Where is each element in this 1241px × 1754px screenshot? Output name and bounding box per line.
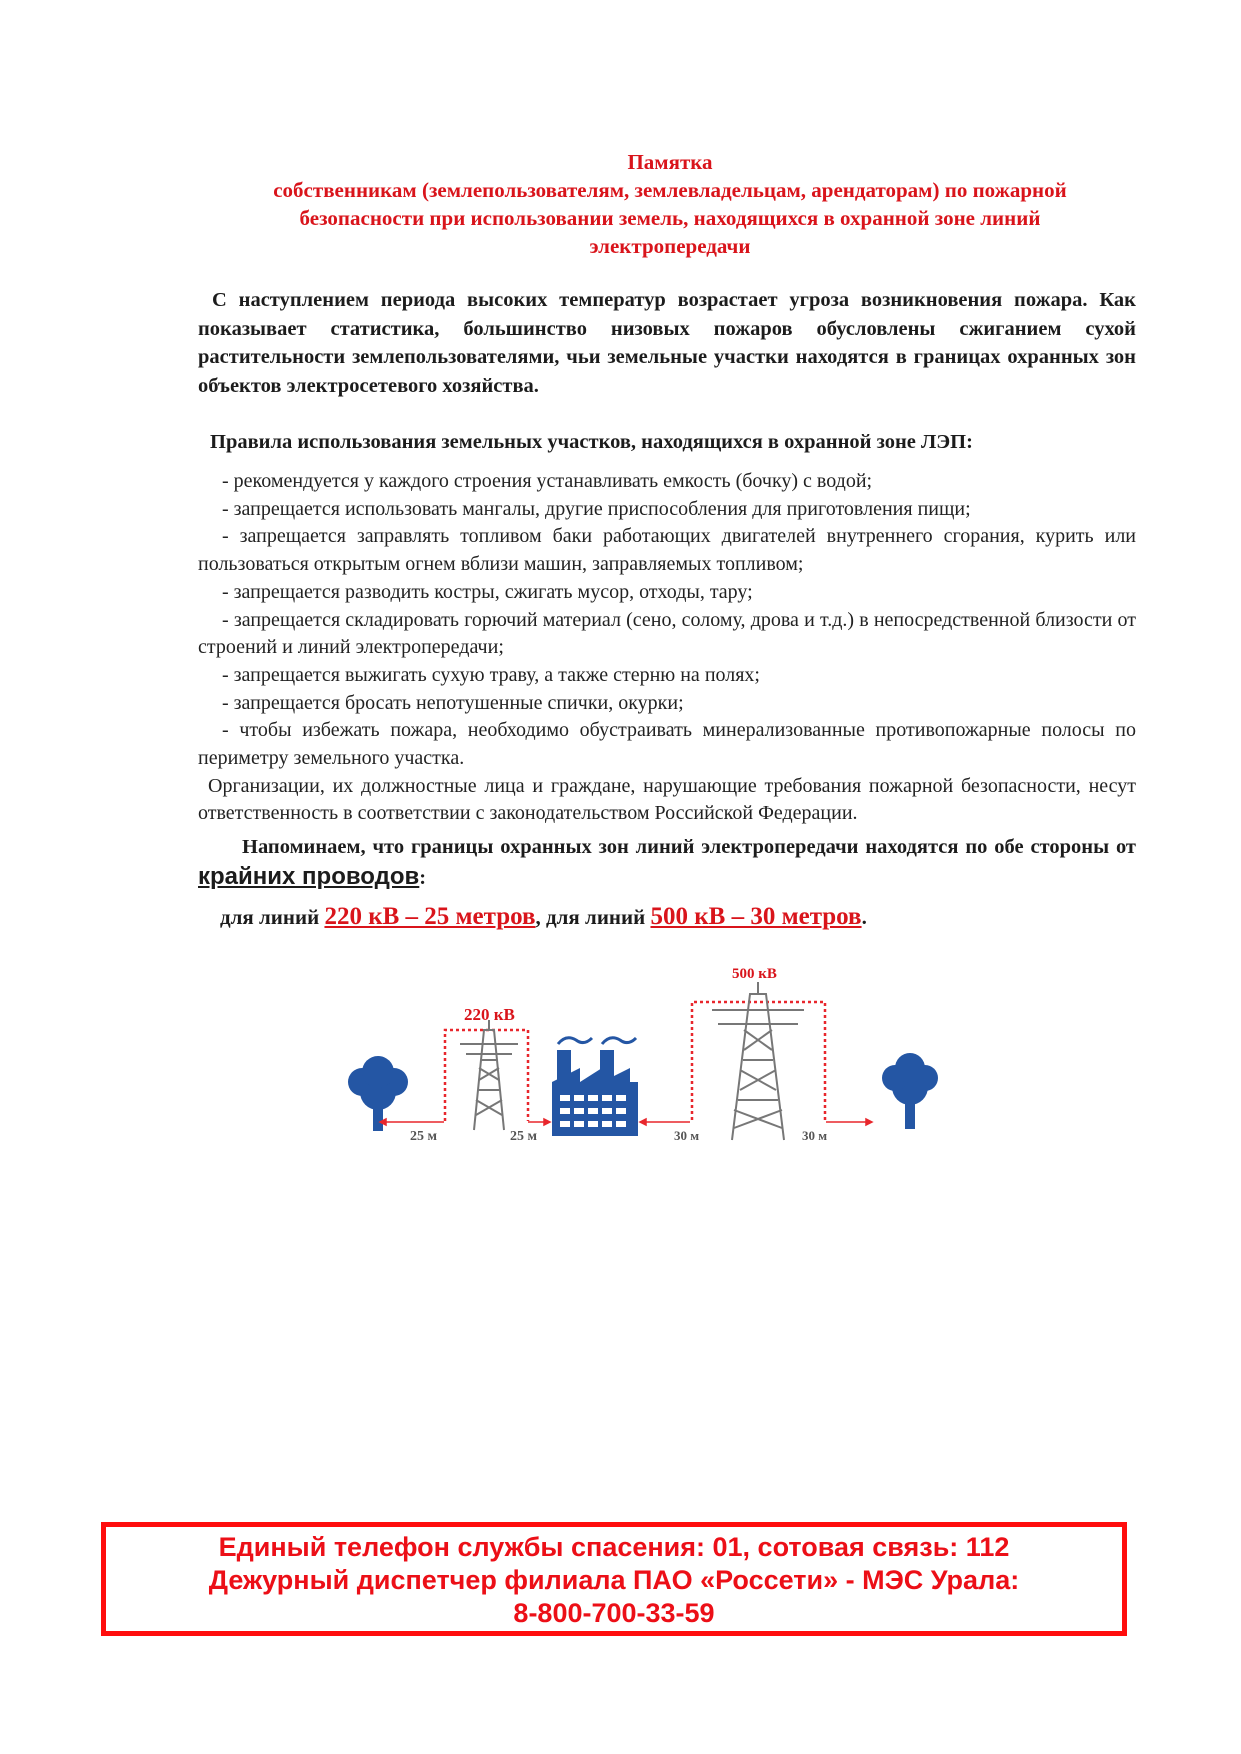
title-line-3: безопасности при использовании земель, находящихся в охранной зоне линий (299, 206, 1041, 230)
notice-line-1: Единый телефон службы спасения: 01, сотовая связь: 112 (218, 1532, 1010, 1562)
reminder-emphasis: крайних проводов (198, 863, 420, 890)
protection-zone-diagram (340, 950, 1000, 1160)
distance-prefix-220: для линий (220, 905, 320, 929)
distances-line (220, 900, 1120, 934)
label-500: 500 кВ (732, 966, 777, 982)
distance-label: 30 м (802, 1128, 828, 1143)
intro-section (198, 286, 1136, 400)
rules-list (198, 468, 1136, 828)
tower-220-icon (460, 1020, 518, 1130)
tree-icon (348, 1056, 408, 1131)
reminder-text: Напоминаем, что границы охранных зон линий электропередачи находятся по обе стороны от (242, 836, 1136, 858)
tree-icon (882, 1053, 938, 1129)
rule-item: - чтобы избежать пожара, необходимо обустраивать минерализованные противопожарные полосы по периметру земельного участка. (198, 719, 1136, 770)
memo-title (230, 148, 1110, 260)
rule-item: - запрещается разводить костры, сжигать мусор, отходы, тару; (222, 580, 753, 603)
distance-label: 30 м (674, 1128, 700, 1143)
distance-end: . (861, 905, 867, 929)
title-line-4: электропередачи (589, 234, 751, 258)
reminder-section (198, 832, 1136, 893)
distance-value-500: 500 кВ – 30 метров (650, 903, 862, 930)
emergency-contacts-box (101, 1522, 1127, 1636)
notice-phone: 8-800-700-33-59 (513, 1598, 715, 1628)
label-220: 220 кВ (464, 1005, 515, 1024)
rule-item: - запрещается выжигать сухую траву, а также стерню на полях; (222, 663, 760, 686)
rules-heading: Правила использования земельных участков, находящихся в охранной зоне ЛЭП: (210, 431, 973, 453)
intro-paragraph: С наступлением периода высоких температур возрастает угроза возникновения пожара. Как показывает статистика, большинство низовых пожаров обусловлены сжиганием сухой растительности землепользователями, чьи земельные участки находятся в границах охранных зон объектов электросетевого хозяйства. (198, 289, 1136, 397)
notice-line-2: Дежурный диспетчер филиала ПАО «Россети» - МЭС Урала: (208, 1565, 1020, 1595)
responsibility-paragraph: Организации, их должностные лица и граждане, нарушающие требования пожарной безопасности, несут ответственность в соответствии с законодательством Российской Федерации. (198, 774, 1136, 825)
rule-item: - запрещается бросать непотушенные спички, окурки; (222, 691, 684, 714)
distance-value-220: 220 кВ – 25 метров (324, 903, 536, 930)
factory-windows (560, 1095, 626, 1127)
rule-item: - запрещается заправлять топливом баки работающих двигателей внутреннего сгорания, курить или пользоваться открытым огнем вблизи машин, заправляемых топливом; (198, 525, 1136, 576)
title-line-1: Памятка (627, 150, 713, 174)
rule-item: - рекомендуется у каждого строения устанавливать емкость (бочку) с водой; (222, 470, 873, 492)
distance-label: 25 м (510, 1129, 538, 1144)
rule-item: - запрещается складировать горючий материал (сено, солому, дрова и т.д.) в непосредственной близости от строений и линий электропередачи; (198, 608, 1136, 659)
reminder-paragraph (198, 832, 1136, 893)
distance-separator: , для линий (535, 905, 646, 929)
title-line-2: собственникам (землепользователям, землевладельцам, арендаторам) по пожарной (273, 178, 1067, 202)
reminder-colon: : (419, 867, 427, 889)
distance-label: 25 м (410, 1129, 438, 1144)
rule-item: - запрещается использовать мангалы, другие приспособления для приготовления пищи; (222, 497, 971, 520)
tower-500-icon (712, 982, 804, 1140)
